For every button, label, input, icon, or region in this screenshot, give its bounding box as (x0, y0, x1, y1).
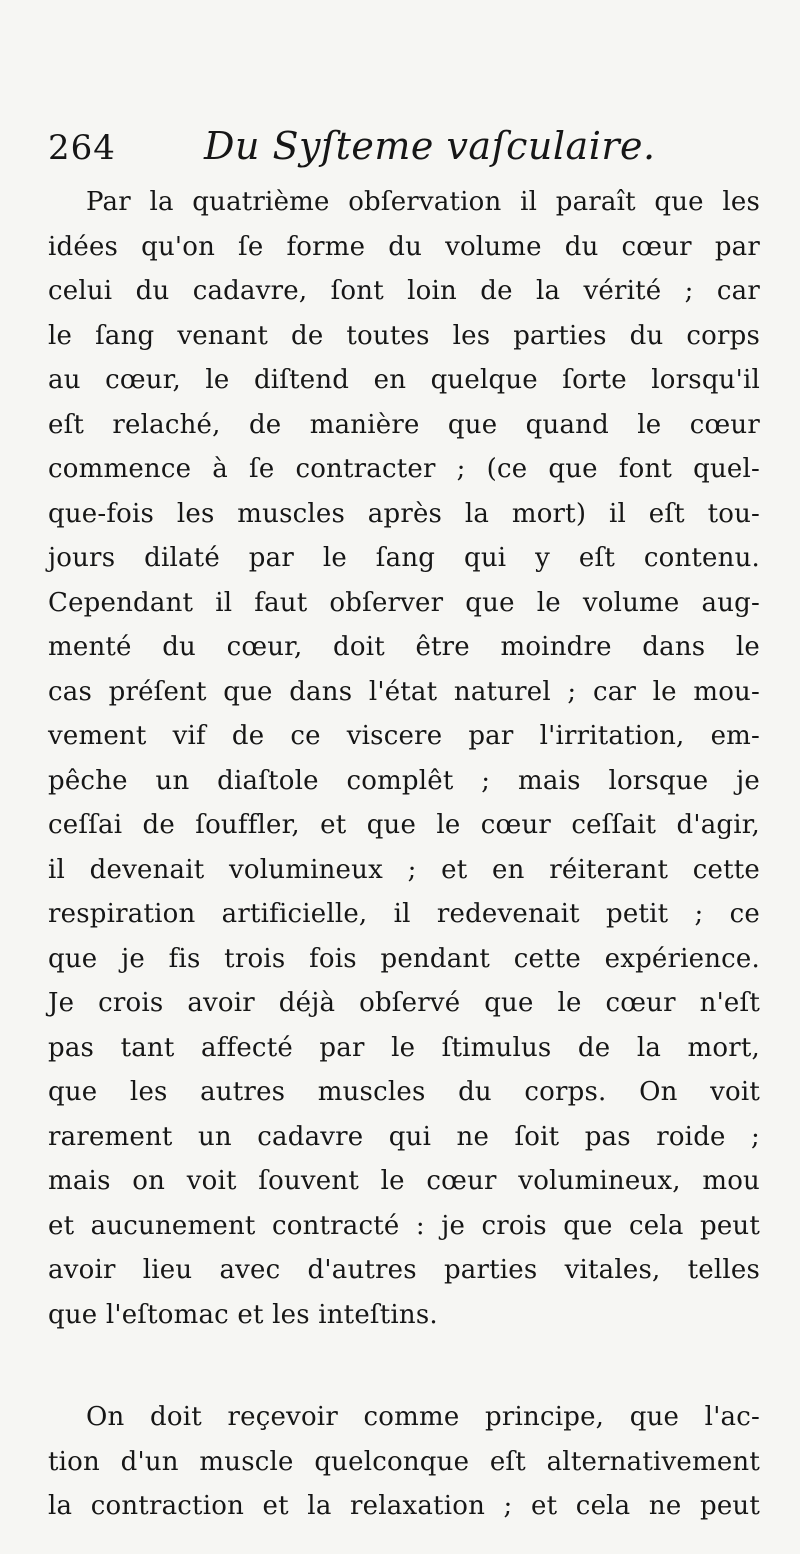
text-line: eſt relaché, de manière que quand le cœur (48, 409, 760, 440)
text-line: le ſang venant de toutes les parties du corps (48, 320, 760, 351)
text-line: mais on voit ſouvent le cœur volumineux, mou (48, 1166, 760, 1196)
text-line: cas préſent que dans l'état naturel ; car le mou- (48, 676, 760, 707)
text-line: Je crois avoir déjà obſervé que le cœur n'eſt (48, 988, 760, 1018)
text-line: Par la quatrième obſervation il paraît que les (86, 187, 760, 217)
text-line: au cœur, le diſtend en quelque ſorte lorsqu'il (48, 365, 760, 395)
text-line: et aucunement contracté : je crois que cela peut (48, 1210, 760, 1241)
page-header (48, 124, 768, 176)
paragraph-1 (48, 180, 760, 1337)
running-title: Du Syſteme vaſculaire. (204, 124, 656, 168)
text-line: tion d'un muscle quelconque eſt alternativement (48, 1446, 760, 1477)
text-line: que l'eſtomac et les inteſtins. (48, 1299, 438, 1330)
text-line: vement vif de ce viscere par l'irritation, em- (48, 721, 760, 751)
body-text (48, 180, 760, 1529)
text-line: que les autres muscles du corps. On voit (48, 1077, 760, 1107)
paragraph-gap (48, 1337, 760, 1395)
text-line: pêche un diaſtole complêt ; mais lorsque je (48, 765, 760, 796)
text-line: idées qu'on ſe forme du volume du cœur par (48, 231, 760, 262)
text-line: rarement un cadavre qui ne ſoit pas roide ; (48, 1121, 760, 1152)
text-line: respiration artificielle, il redevenait petit ; ce (48, 899, 760, 929)
page-number: 264 (48, 128, 116, 168)
text-line: pas tant affecté par le ſtimulus de la mort, (48, 1032, 760, 1063)
text-line: On doit reçevoir comme principe, que l'ac- (86, 1402, 760, 1432)
text-line: celui du cadavre, ſont loin de la vérité ; car (48, 276, 760, 306)
text-line: que je fis trois fois pendant cette expérience. (48, 943, 760, 974)
text-line: commence à ſe contracter ; (ce que font quel- (48, 454, 760, 484)
text-line: Cependant il faut obſerver que le volume aug- (48, 587, 760, 618)
text-line: menté du cœur, doit être moindre dans le (48, 632, 760, 662)
text-line: la contraction et la relaxation ; et cela ne peut (48, 1491, 760, 1521)
paragraph-2 (48, 1395, 760, 1529)
text-line: avoir lieu avec d'autres parties vitales, telles (48, 1255, 760, 1285)
text-line: il devenait volumineux ; et en réiterant cette (48, 854, 760, 885)
text-line: ceſſai de ſouffler, et que le cœur ceſſait d'agir, (48, 810, 760, 840)
text-line: jours dilaté par le ſang qui y eſt contenu. (48, 543, 760, 573)
text-line: que-fois les muscles après la mort) il eſt tou- (48, 498, 760, 529)
